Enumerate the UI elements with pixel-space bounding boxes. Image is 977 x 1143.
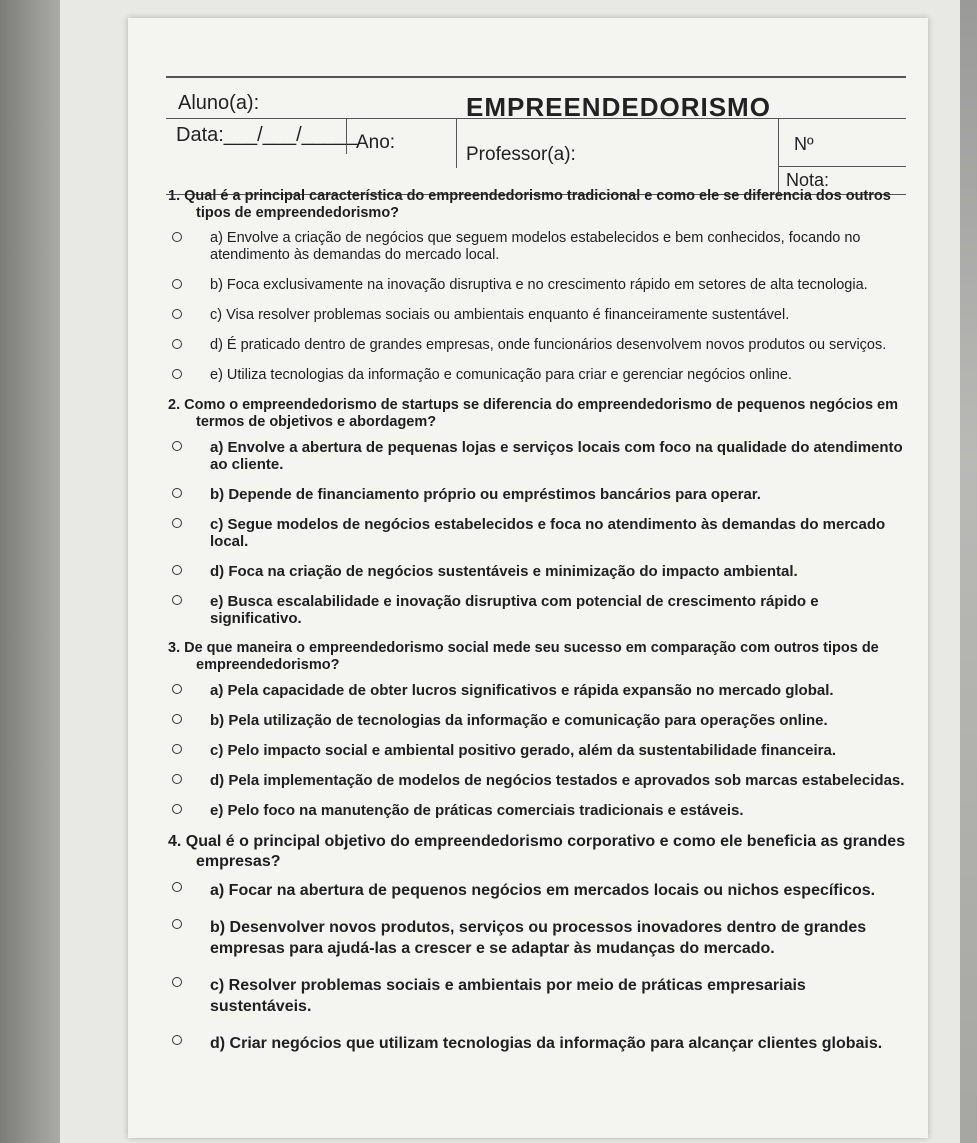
year-label: Ano: [356, 132, 396, 153]
option-text: d) É praticado dentro de grandes empresas, onde funcionários desenvolvem novos produtos ou serviços. [210, 337, 887, 353]
option-text: d) Foca na criação de negócios sustentáveis e minimização do impacto ambiental. [210, 563, 798, 580]
option-text: a) Focar na abertura de pequenos negócios em mercados locais ou nichos específicos. [210, 882, 876, 899]
radio-circle-icon[interactable] [172, 441, 182, 451]
answer-option[interactable] [168, 277, 908, 294]
question-text: 4. Qual é o principal objetivo do empreendedorismo corporativo e como ele beneficia as grandes empresas? [168, 833, 906, 870]
radio-circle-icon[interactable] [172, 565, 182, 575]
radio-circle-icon[interactable] [172, 518, 182, 528]
radio-circle-icon[interactable] [172, 977, 182, 987]
radio-circle-icon[interactable] [172, 279, 182, 289]
question-text: 3. De que maneira o empreendedorismo social mede seu sucesso em comparação com outros tipos de empreendedorismo? [168, 640, 879, 673]
header-table [166, 76, 906, 195]
radio-circle-icon[interactable] [172, 919, 182, 929]
radio-circle-icon[interactable] [172, 595, 182, 605]
question-4 [168, 832, 908, 1054]
answer-option[interactable] [168, 563, 908, 580]
answer-option[interactable] [168, 917, 908, 959]
question-text: 2. Como o empreendedorismo de startups se diferencia do empreendedorismo de pequenos negócios em termos de objetivos e abordagem? [168, 397, 899, 430]
divider [778, 118, 779, 194]
option-text: b) Foca exclusivamente na inovação disruptiva e no crescimento rápido em setores de alta tecnologia. [210, 277, 868, 293]
radio-circle-icon[interactable] [172, 309, 182, 319]
question-text: 1. Qual é a principal característica do empreendedorismo tradicional e como ele se diferencia dos outros tipos de empreendedorismo? [168, 188, 891, 221]
option-text: a) Envolve a criação de negócios que seguem modelos estabelecidos e bem conhecidos, focando no atendimento às demandas do mercado local. [210, 230, 861, 263]
question-1 [168, 188, 908, 384]
radio-circle-icon[interactable] [172, 804, 182, 814]
radio-circle-icon[interactable] [172, 369, 182, 379]
option-text: d) Criar negócios que utilizam tecnologias da informação para alcançar clientes globais. [210, 1035, 883, 1052]
answer-option[interactable] [168, 367, 908, 384]
answer-option[interactable] [168, 742, 908, 759]
option-text: e) Busca escalabilidade e inovação disruptiva com potencial de crescimento rápido e significativo. [210, 593, 819, 627]
radio-circle-icon[interactable] [172, 488, 182, 498]
option-text: e) Pelo foco na manutenção de práticas comerciais tradicionais e estáveis. [210, 802, 744, 819]
option-text: c) Segue modelos de negócios estabelecidos e foca no atendimento às demandas do mercado local. [210, 516, 886, 550]
answer-option[interactable] [168, 802, 908, 819]
option-text: b) Pela utilização de tecnologias da informação e comunicação para operações online. [210, 712, 828, 729]
divider [456, 118, 457, 168]
divider [166, 118, 906, 119]
answer-option[interactable] [168, 337, 908, 354]
answer-option[interactable] [168, 307, 908, 324]
option-text: a) Envolve a abertura de pequenas lojas e serviços locais com foco na qualidade do atendimento ao cliente. [210, 439, 903, 473]
option-text: b) Desenvolver novos produtos, serviços ou processos inovadores dentro de grandes empresas para ajudá-las a crescer e se adaptar às mudanças do mercado. [210, 919, 867, 957]
option-text: e) Utiliza tecnologias da informação e comunicação para criar e gerenciar negócios online. [210, 367, 792, 383]
answer-option[interactable] [168, 682, 908, 699]
option-text: c) Resolver problemas sociais e ambientais por meio de práticas empresariais sustentáveis. [210, 977, 806, 1015]
option-text: a) Pela capacidade de obter lucros significativos e rápida expansão no mercado global. [210, 682, 834, 699]
radio-circle-icon[interactable] [172, 714, 182, 724]
student-label: Aluno(a): [178, 92, 260, 114]
answer-option[interactable] [168, 593, 908, 627]
answer-option[interactable] [168, 772, 908, 789]
answer-option[interactable] [168, 486, 908, 503]
option-text: d) Pela implementação de modelos de negócios testados e aprovados sob marcas estabelecidas. [210, 772, 905, 789]
radio-circle-icon[interactable] [172, 744, 182, 754]
answer-option[interactable] [168, 1033, 908, 1054]
radio-circle-icon[interactable] [172, 882, 182, 892]
radio-circle-icon[interactable] [172, 1035, 182, 1045]
questions [168, 188, 908, 1070]
radio-circle-icon[interactable] [172, 684, 182, 694]
radio-circle-icon[interactable] [172, 232, 182, 242]
grade-label: Nota: [786, 170, 830, 190]
answer-option[interactable] [168, 880, 908, 901]
page-title: EMPREENDEDORISMO [466, 92, 771, 122]
option-text: c) Pelo impacto social e ambiental positivo gerado, além da sustentabilidade financeira. [210, 742, 837, 759]
divider [778, 166, 906, 167]
worksheet [128, 18, 928, 1138]
answer-option[interactable] [168, 439, 908, 473]
option-text: b) Depende de financiamento próprio ou empréstimos bancários para operar. [210, 486, 761, 503]
teacher-label: Professor(a): [466, 144, 576, 165]
date-label: Data:___/___/_____ [176, 124, 358, 146]
question-3 [168, 640, 908, 819]
option-text: c) Visa resolver problemas sociais ou ambientais enquanto é financeiramente sustentável. [210, 307, 790, 323]
answer-option[interactable] [168, 975, 908, 1017]
answer-option[interactable] [168, 712, 908, 729]
divider [346, 118, 347, 154]
radio-circle-icon[interactable] [172, 339, 182, 349]
radio-circle-icon[interactable] [172, 774, 182, 784]
number-label: Nº [794, 134, 814, 154]
answer-option[interactable] [168, 230, 908, 264]
question-2 [168, 397, 908, 627]
answer-option[interactable] [168, 516, 908, 550]
